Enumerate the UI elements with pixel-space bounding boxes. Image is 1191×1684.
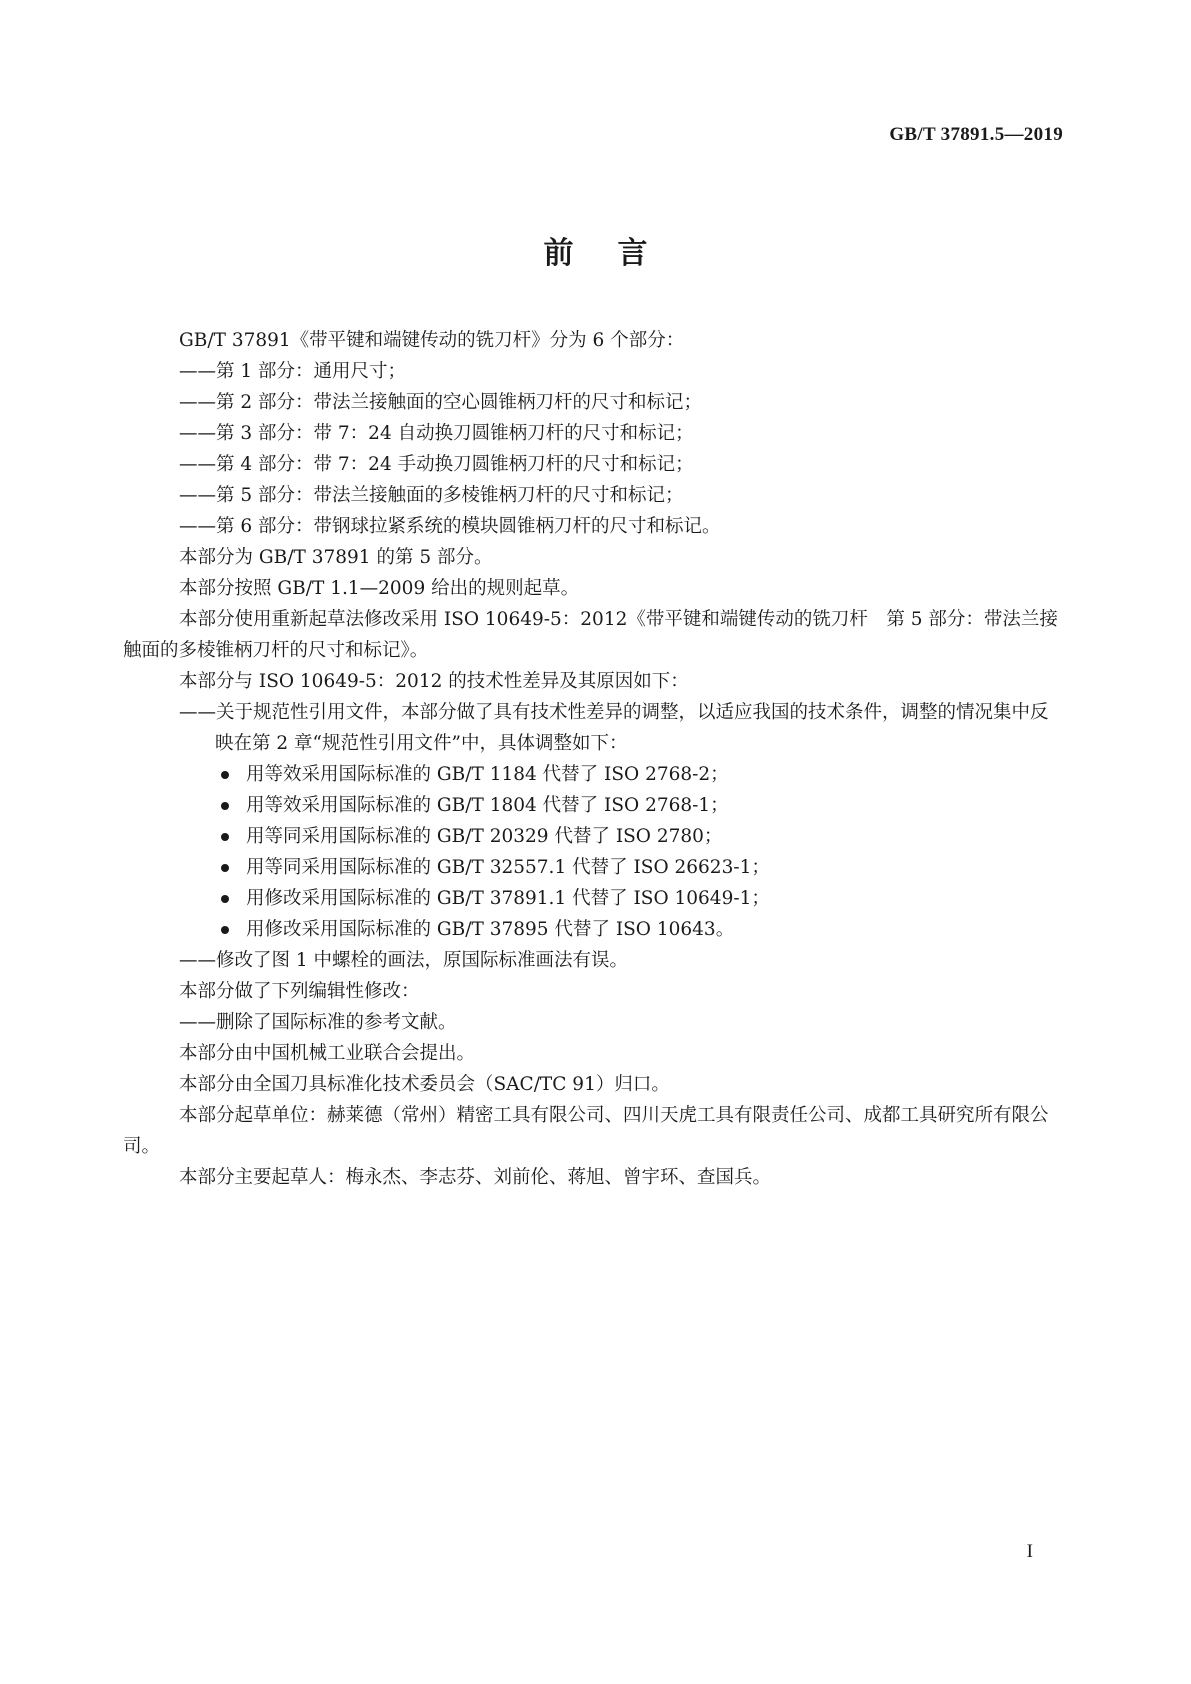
paragraph-adoption: 本部分使用重新起草法修改采用 ISO 10649-5：2012《带平键和端键传动的铣刀杆 第 5 部分：带法兰接触面的多棱锥柄刀杆的尺寸和标记》。: [123, 609, 1058, 661]
bullet-dot-icon: [221, 895, 229, 903]
bullet-item: 用修改采用国际标准的 GB/T 37895 代替了 ISO 10643。: [123, 914, 1063, 945]
part-item-5: ——第 5 部分：带法兰接触面的多棱锥柄刀杆的尺寸和标记；: [179, 485, 684, 506]
part-item-6: ——第 6 部分：带钢球拉紧系统的模块圆锥柄刀杆的尺寸和标记。: [179, 516, 721, 537]
difference-item-figure: ——修改了图 1 中螺栓的画法，原国际标准画法有误。: [179, 950, 629, 971]
editorial-item: ——删除了国际标准的参考文献。: [179, 1012, 457, 1033]
paragraph-editorial-intro: 本部分做了下列编辑性修改：: [179, 981, 420, 1002]
part-item-3: ——第 3 部分：带 7：24 自动换刀圆锥柄刀杆的尺寸和标记；: [179, 423, 694, 444]
part-item-1: ——第 1 部分：通用尺寸；: [179, 361, 407, 382]
bullet-dot-icon: [221, 802, 229, 810]
bullet-item: 用等同采用国际标准的 GB/T 32557.1 代替了 ISO 26623-1；: [123, 852, 1063, 883]
page-title: 前言: [543, 236, 692, 271]
bullet-dot-icon: [221, 926, 229, 934]
bullet-item: 用等效采用国际标准的 GB/T 1184 代替了 ISO 2768-2；: [123, 759, 1063, 790]
paragraph-drafting-units: 本部分起草单位：赫莱德（常州）精密工具有限公司、四川天虎工具有限责任公司、成都工具研究所有限公司。: [123, 1105, 1049, 1157]
part-item-4: ——第 4 部分：带 7：24 手动换刀圆锥柄刀杆的尺寸和标记；: [179, 454, 694, 475]
bullet-dot-icon: [221, 864, 229, 872]
standard-code: GB/T 37891.5—2019: [889, 124, 1063, 145]
foreword-body: [123, 325, 1063, 1193]
paragraph-committee: 本部分由全国刀具标准化技术委员会（SAC/TC 91）归口。: [179, 1074, 670, 1095]
page-number: I: [1026, 1541, 1033, 1562]
bullet-dot-icon: [221, 771, 229, 779]
bullet-item: 用修改采用国际标准的 GB/T 37891.1 代替了 ISO 10649-1；: [123, 883, 1063, 914]
bullet-item: 用等效采用国际标准的 GB/T 1804 代替了 ISO 2768-1；: [123, 790, 1063, 821]
bullet-item: 用等同采用国际标准的 GB/T 20329 代替了 ISO 2780；: [123, 821, 1063, 852]
difference-item-references: ——关于规范性引用文件，本部分做了具有技术性差异的调整，以适应我国的技术条件，调整的情况集中反映在第 2 章“规范性引用文件”中，具体调整如下：: [179, 702, 1049, 754]
bullet-dot-icon: [221, 833, 229, 841]
paragraph-part-number: 本部分为 GB/T 37891 的第 5 部分。: [179, 547, 493, 568]
paragraph-proposer: 本部分由中国机械工业联合会提出。: [179, 1043, 476, 1064]
paragraph-parts-intro: GB/T 37891《带平键和端键传动的铣刀杆》分为 6 个部分：: [179, 330, 685, 351]
paragraph-differences-intro: 本部分与 ISO 10649-5：2012 的技术性差异及其原因如下：: [179, 671, 689, 692]
part-item-2: ——第 2 部分：带法兰接触面的空心圆锥柄刀杆的尺寸和标记；: [179, 392, 703, 413]
paragraph-drafting-rules: 本部分按照 GB/T 1.1—2009 给出的规则起草。: [179, 578, 580, 599]
paragraph-drafters: 本部分主要起草人：梅永杰、李志芬、刘前伦、蒋旭、曾宇环、查国兵。: [179, 1167, 772, 1188]
